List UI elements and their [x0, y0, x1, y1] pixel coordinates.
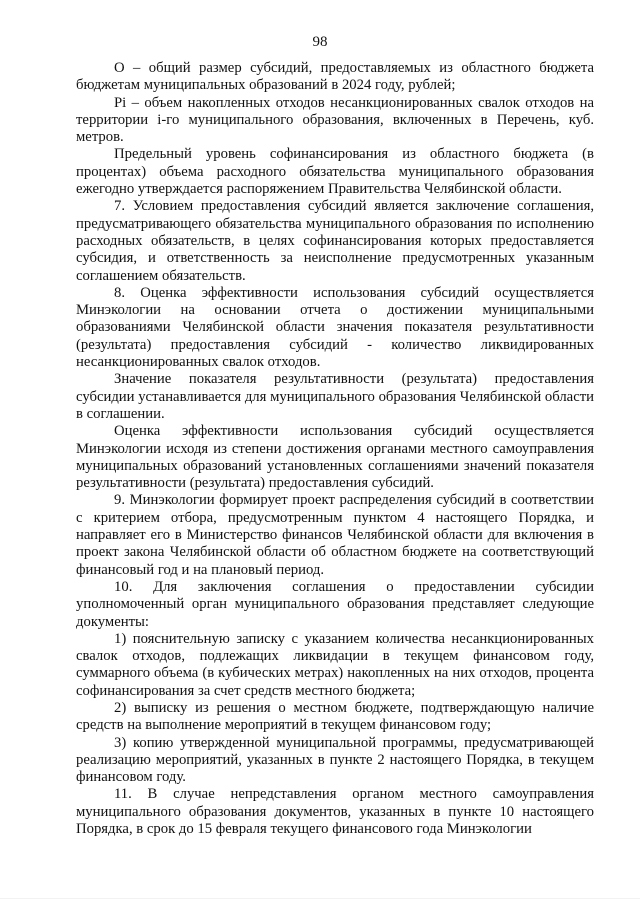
- paragraph-item-10: 10. Для заключения соглашения о предоставлении субсидии уполномоченный орган муниципального образования представляет следующие документы:: [76, 578, 594, 630]
- paragraph-efficiency-assessment: Оценка эффективности использования субсидий осуществляется Минэкологии исходя из степени достижения органами местного самоуправления муниципальных образований установленных соглашениями значений показателя результативности (результата) предоставления субсидий.: [76, 423, 594, 492]
- scan-bottom-edge: [0, 898, 640, 899]
- paragraph-document-3: 3) копию утвержденной муниципальной программы, предусматривающей реализацию мероприятий, указанных в пункте 2 настоящего Порядка, в текущем финансовом году.: [76, 734, 594, 786]
- paragraph-waste-volume: Pi – объем накопленных отходов несанкционированных свалок отходов на территории i-го муниципального образования, включенных в Перечень, куб. метров.: [76, 94, 594, 146]
- paragraph-item-8: 8. Оценка эффективности использования субсидий осуществляется Минэкологии на основании отчета о достижении муниципальными образованиями Челябинской области значения показателя результативности (результата) предоставления субсидий - количество ликвидированных несанкционированных свалок отходов.: [76, 284, 594, 371]
- paragraph-total-subsidies: О – общий размер субсидий, предоставляемых из областного бюджета бюджетам муниципальных образований в 2024 году, рублей;: [76, 60, 594, 94]
- paragraph-cofinancing-limit: Предельный уровень софинансирования из областного бюджета (в процентах) объема расходного обязательства муниципального образования ежегодно утверждается распоряжением Правительства Челябинской области.: [76, 146, 594, 198]
- document-body: [76, 60, 594, 838]
- page-number: 98: [312, 34, 328, 50]
- paragraph-document-1: 1) пояснительную записку с указанием количества несанкционированных свалок отходов, подлежащих ликвидации в текущем финансовом году, суммарного объема (в кубических метрах) накопленных на них отходов, процента софинансирования за счет средств местного бюджета;: [76, 630, 594, 699]
- paragraph-item-9: 9. Минэкологии формирует проект распределения субсидий в соответствии с критерием отбора, предусмотренным пунктом 4 настоящего Порядка, и направляет его в Министерство финансов Челябинской области для включения в проект закона Челябинской области об областном бюджете на соответствующий финансовый год и на плановый период.: [76, 492, 594, 578]
- paragraph-item-11: 11. В случае непредставления органом местного самоуправления муниципального образования документов, указанных в пункте 10 настоящего Порядка, в срок до 15 февраля текущего финансового года Минэкологии: [76, 786, 594, 838]
- paragraph-document-2: 2) выписку из решения о местном бюджете, подтверждающую наличие средств на выполнение мероприятий в текущем финансовом году;: [76, 699, 594, 734]
- paragraph-item-7: 7. Условием предоставления субсидий является заключение соглашения, предусматривающего обязательства муниципального образования по исполнению расходных обязательств, в целях софинансирования которых предоставляется субсидия, и ответственность за неисполнение предусмотренных указанным соглашением обязательств.: [76, 198, 594, 284]
- paragraph-indicator-value: Значение показателя результативности (результата) предоставления субсидии устанавливается для муниципального образования Челябинской области в соглашении.: [76, 371, 594, 422]
